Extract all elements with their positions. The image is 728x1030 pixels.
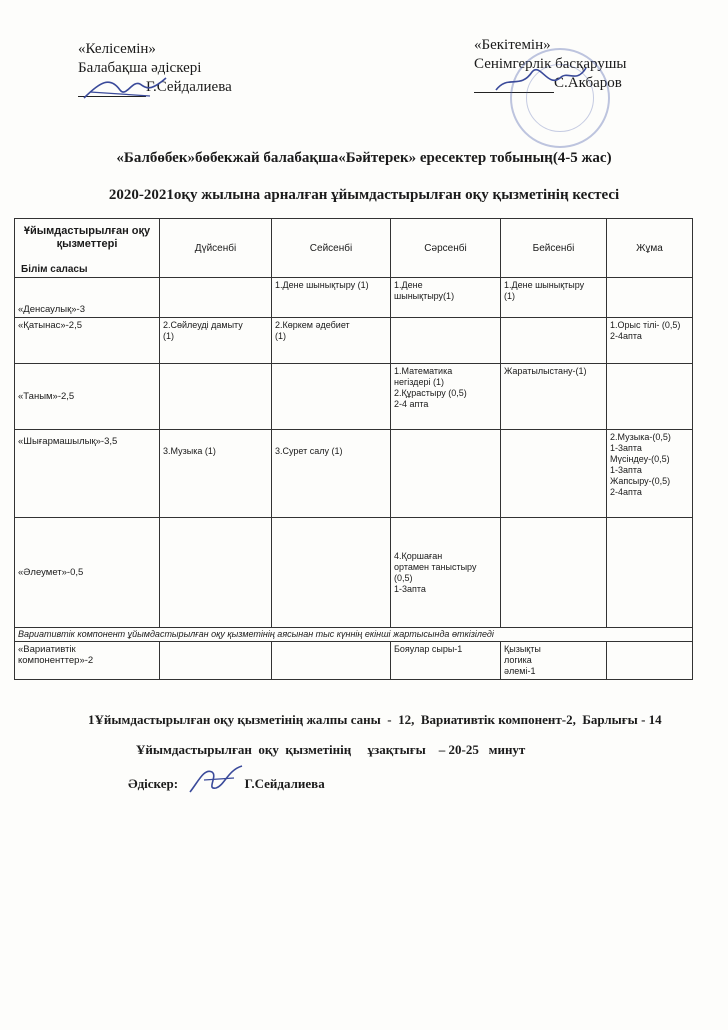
schedule-cell [607,642,693,680]
document-subtitle: 2020-2021оқу жылына арналған ұйымдастырылған оқу қызметінің кестесі [108,187,620,203]
signature-blank [78,96,146,97]
schedule-cell [272,642,391,680]
table-header-row [15,219,693,278]
schedule-cell [501,518,607,628]
schedule-cell [391,318,501,364]
schedule-cell: 2.Сөйлеудi дамыту (1) [160,318,272,364]
schedule-cell: 2.Көркем әдебиет (1) [272,318,391,364]
schedule-cell [501,318,607,364]
schedule-cell [272,364,391,430]
agreement-block [78,40,232,97]
schedule-cell [160,278,272,318]
schedule-cell: 3.Музыка (1) [160,430,272,518]
agreement-heading: «Келісемін» [78,41,156,57]
corner-header-bottom: Білім саласы [21,264,88,275]
table-row [15,278,693,318]
document-title: «Балбөбек»бөбекжай балабақша«Бәйтерек» ересектер тобының(4-5 жас) [116,150,612,166]
schedule-cell: 1.Дене шынықтыру (1) [501,278,607,318]
approval-signer-name: С.Акбаров [554,75,622,91]
corner-header-top: Ұйымдастырылған оқу қызметтері [23,225,151,250]
area-label: «Шығармашылық»-3,5 [15,430,160,518]
table-row [15,642,693,680]
total-summary: 1Ұйымдастырылған оқу қызметінің жалпы саны - 12, Вариативтік компонент-2, Барлығы - 14 [88,712,662,727]
duration-summary: Ұйымдастырылған оқу қызметінің ұзақтығы – 20-25 минут [136,742,526,757]
schedule-cell: 1.Дене шынықтыру (1) [272,278,391,318]
corner-header [15,219,160,278]
approval-position: Сенімгерлік басқарушы [474,56,627,72]
schedule-cell: Жаратылыстану-(1) [501,364,607,430]
agreement-signature-line [78,78,232,97]
table-row [15,318,693,364]
approval-heading: «Бекітемін» [474,37,551,53]
schedule-cell: Қызықты логика әлемі-1 [501,642,607,680]
schedule-cell [272,518,391,628]
day-header: Дүйсенбі [160,219,272,278]
area-label: «Қатынас»-2,5 [15,318,160,364]
schedule-cell: 1.Дене шынықтыру(1) [391,278,501,318]
day-header: Сәрсенбі [391,219,501,278]
table-row [15,518,693,628]
variative-note: Вариативтік компонент ұйымдастырылған оқу қызметінің аясынан тыс күннің екінші жартысында өткізіледі [15,628,693,642]
schedule-cell: 2.Музыка-(0,5) 1-3апта Мүсіндеу-(0,5) 1-3апта Жапсыру-(0,5) 2-4апта [607,430,693,518]
schedule-cell [160,364,272,430]
methodist-signoff [128,776,325,792]
schedule-cell: Бояулар сыры-1 [391,642,501,680]
schedule-cell [160,642,272,680]
schedule-cell [607,278,693,318]
methodist-name: Г.Сейдалиева [244,776,325,791]
area-label: «Таным»-2,5 [15,364,160,430]
area-label: «Вариативтік компоненттер»-2 [15,642,160,680]
schedule-cell: 1.Математика негіздері (1) 2.Құрастыру (0,5) 2-4 апта [391,364,501,430]
official-seal [510,48,610,148]
day-header: Бейсенбі [501,219,607,278]
day-header: Жұма [607,219,693,278]
area-label: «Әлеумет»-0,5 [15,518,160,628]
area-label: «Денсаулық»-3 [15,278,160,318]
schedule-table [14,218,693,680]
agreement-signer-name: Г.Сейдалиева [146,79,232,95]
day-header: Сейсенбі [272,219,391,278]
schedule-cell [607,518,693,628]
agreement-position: Балабақша әдіскері [78,60,202,76]
schedule-cell [391,430,501,518]
table-row [15,430,693,518]
schedule-cell [501,430,607,518]
schedule-cell [607,364,693,430]
schedule-cell: 1.Орыс тілі- (0,5) 2-4апта [607,318,693,364]
variative-note-row [15,628,693,642]
methodist-label: Әдіскер: [128,776,179,791]
table-row [15,364,693,430]
schedule-cell: 4.Қоршаған ортамен таныстыру (0,5) 1-3апта [391,518,501,628]
schedule-cell [160,518,272,628]
schedule-cell: 3.Сурет салу (1) [272,430,391,518]
